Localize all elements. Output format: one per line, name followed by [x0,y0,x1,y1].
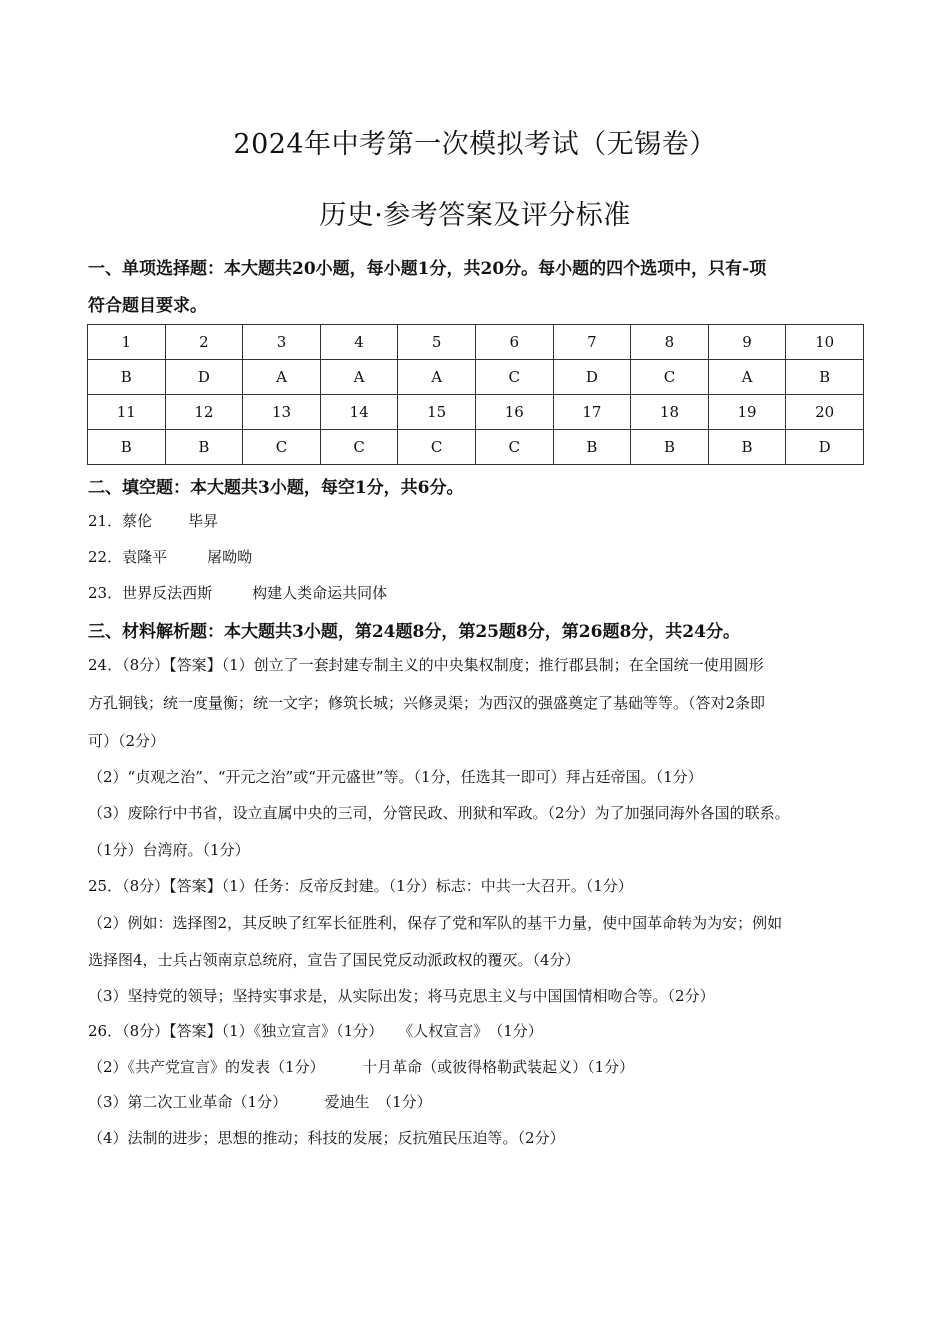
question-number-cell: 17 [553,395,631,430]
answer-cell: B [553,430,631,465]
s3-line-3: 可）（2分） [88,732,166,750]
answer-cell: B [88,430,166,465]
question-number-cell: 10 [786,325,864,360]
question-number-cell: 15 [398,395,476,430]
answer-cell: C [320,430,398,465]
question-number-cell: 13 [243,395,321,430]
s3-line-2: 方孔铜钱；统一度量衡；统一文字；修筑长城；兴修灵渠；为西汉的强盛奠定了基础等等。（答对2条即 [88,694,766,712]
s3-line-12: （2）《共产党宣言》的发表（1分） 十月革命（或彼得格勒武装起义）（1分） [88,1058,635,1076]
table-row [88,395,864,430]
q21-number: 21． [88,512,123,530]
s3-line-13: （3）第二次工业革命（1分） 爱迪生 （1分） [88,1093,432,1111]
question-number-cell: 2 [165,325,243,360]
answer-table [87,324,864,465]
answer-cell: C [398,430,476,465]
answer-cell: C [243,430,321,465]
page-subtitle: 历史·参考答案及评分标准 [319,200,631,231]
s3-line-7: 25．（8分）【答案】（1）任务：反帝反封建。（1分）标志：中共一大召开。（1分） [88,877,633,895]
s3-line-4: （2）“贞观之治”、“开元之治”或“开元盛世”等。（1分，任选其一即可）拜占廷帝国。（1分） [88,768,703,786]
s3-line-1: 24．（8分）【答案】（1）创立了一套封建专制主义的中央集权制度；推行郡县制；在全国统一使用圆形 [88,656,764,674]
answer-cell: B [165,430,243,465]
question-number-cell: 1 [88,325,166,360]
q21-line [88,510,218,531]
answer-cell: C [631,360,709,395]
answer-cell: C [475,430,553,465]
question-number-cell: 18 [631,395,709,430]
question-number-cell: 3 [243,325,321,360]
table-row [88,360,864,395]
answer-cell: B [631,430,709,465]
section1-heading-line2: 符合题目要求。 [88,296,207,316]
q21-answer-b: 毕昇 [188,512,219,530]
question-number-cell: 11 [88,395,166,430]
question-number-cell: 5 [398,325,476,360]
section3-heading: 三、材料解析题：本大题共3小题，第24题8分，第25题8分，第26题8分，共24分。 [88,622,740,642]
s3-line-5: （3）废除行中书省，设立直属中央的三司，分管民政、刑狱和军政。（2分）为了加强同海外各国的联系。 [88,804,790,822]
s3-line-11: 26．（8分）【答案】（1）《独立宣言》（1分） 《人权宣言》 （1分） [88,1022,543,1040]
question-number-cell: 12 [165,395,243,430]
q23-number: 23． [88,584,123,602]
question-number-cell: 7 [553,325,631,360]
q22-answer-a: 袁隆平 [122,548,168,566]
question-number-cell: 20 [786,395,864,430]
answer-cell: C [475,360,553,395]
s3-line-6: （1分）台湾府。（1分） [88,841,250,859]
s3-line-14: （4）法制的进步；思想的推动；科技的发展；反抗殖民压迫等。（2分） [88,1129,565,1147]
q22-line [88,546,252,567]
q23-line [88,582,387,603]
answer-cell: A [320,360,398,395]
question-number-cell: 19 [708,395,786,430]
q21-answer-a: 蔡伦 [122,512,153,530]
page-title: 2024年中考第一次模拟考试（无锡卷） [233,129,717,160]
table-row [88,430,864,465]
answer-cell: D [553,360,631,395]
answer-cell: A [708,360,786,395]
question-number-cell: 9 [708,325,786,360]
question-number-cell: 14 [320,395,398,430]
s3-line-9: 选择图4，士兵占领南京总统府，宣告了国民党反动派政权的覆灭。（4分） [88,951,580,969]
answer-cell: B [88,360,166,395]
question-number-cell: 8 [631,325,709,360]
section1-heading-line1: 一、单项选择题：本大题共20小题，每小题1分，共20分。每小题的四个选项中，只有-项 [88,259,767,279]
q22-number: 22． [88,548,123,566]
answer-cell: D [165,360,243,395]
answer-cell: D [786,430,864,465]
answer-cell: A [243,360,321,395]
answer-cell: A [398,360,476,395]
question-number-cell: 16 [475,395,553,430]
answer-cell: B [786,360,864,395]
answer-cell: B [708,430,786,465]
question-number-cell: 4 [320,325,398,360]
q22-answer-b: 屠呦呦 [207,548,253,566]
q23-answer-b: 构建人类命运共同体 [252,584,388,602]
s3-line-8: （2）例如：选择图2，其反映了红军长征胜利，保存了党和军队的基干力量，使中国革命转为为安；例如 [88,914,783,932]
q23-answer-a: 世界反法西斯 [122,584,213,602]
section2-heading: 二、填空题：本大题共3小题，每空1分，共6分。 [88,478,464,498]
s3-line-10: （3）坚持党的领导；坚持实事求是，从实际出发；将马克思主义与中国国情相吻合等。（2分） [88,987,715,1005]
table-row [88,325,864,360]
question-number-cell: 6 [475,325,553,360]
